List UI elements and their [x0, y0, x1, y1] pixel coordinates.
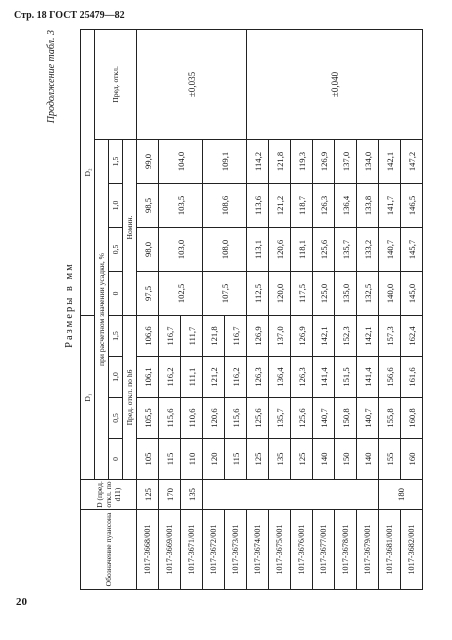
cell-d2: 126,9 — [313, 139, 335, 183]
cell-d2: 134,0 — [357, 139, 379, 183]
header-s05-d2: 0,5 — [109, 227, 123, 271]
cell-d1: 115 — [225, 439, 247, 480]
cell-d2: 135,7 — [335, 227, 357, 271]
header-s05-d1: 0,5 — [109, 398, 123, 439]
cell-d1: 160 — [401, 439, 423, 480]
cell-d1: 151,5 — [335, 357, 357, 398]
cell-d1: 137,0 — [269, 315, 291, 356]
cell-d1: 141,4 — [357, 357, 379, 398]
cell-d1: 116,2 — [159, 357, 181, 398]
cell-d1: 155,8 — [379, 398, 401, 439]
cell-d2: 121,2 — [269, 183, 291, 227]
header-s15-d1: 1,5 — [109, 315, 123, 356]
header-nominal: Номин. — [123, 139, 137, 315]
header-s10-d2: 1,0 — [109, 183, 123, 227]
header-designation: Обозначение пуансона — [81, 510, 137, 590]
cell-d1: 155 — [379, 439, 401, 480]
header-tol-d1: Пред. откл. по h6 — [123, 315, 137, 479]
cell-d1: 115,6 — [159, 398, 181, 439]
cell-designation: 1017-3674/001 — [247, 510, 269, 590]
dimensions-table — [80, 29, 423, 590]
cell-d2: 125,0 — [313, 271, 335, 315]
cell-d: 180 — [379, 480, 423, 510]
cell-d1: 162,4 — [401, 315, 423, 356]
header-s0-d1: 0 — [109, 439, 123, 480]
cell-d2: 112,5 — [247, 271, 269, 315]
cell-d1: 115,6 — [225, 398, 247, 439]
cell-d1: 110,6 — [181, 398, 203, 439]
cell-d1: 105 — [137, 439, 159, 480]
cell-d2: 118,1 — [291, 227, 313, 271]
cell-d1: 140 — [313, 439, 335, 480]
header-shrink: при расчетном значении усадки, % — [95, 139, 109, 479]
cell-d2: 136,4 — [335, 183, 357, 227]
cell-d2: 145,0 — [401, 271, 423, 315]
page-header: Стр. 18 ГОСТ 25479—82 — [14, 10, 125, 21]
cell-d1: 157,3 — [379, 315, 401, 356]
cell-d2: 103,5 — [159, 183, 203, 227]
header-d1: D₁ — [81, 315, 95, 479]
cell-d2: 137,0 — [335, 139, 357, 183]
cell-d1: 140 — [357, 439, 379, 480]
header-s0-d2: 0 — [109, 271, 123, 315]
cell-d2: 147,2 — [401, 139, 423, 183]
cell-d1: 140,7 — [357, 398, 379, 439]
cell-d2: 108,6 — [203, 183, 247, 227]
cell-d1: 110 — [181, 439, 203, 480]
cell-designation: 1017-3675/001 — [269, 510, 291, 590]
cell-d2: 98,5 — [137, 183, 159, 227]
cell-d1: 126,9 — [247, 315, 269, 356]
cell-d2: 109,1 — [203, 139, 247, 183]
cell-d: 170 — [159, 480, 181, 510]
cell-d1: 106,6 — [137, 315, 159, 356]
cell-d1: 150 — [335, 439, 357, 480]
continuation-label: Продолжение табл. 3 — [46, 30, 57, 124]
cell-designation: 1017-3681/001 — [379, 510, 401, 590]
cell-d1: 121,2 — [203, 357, 225, 398]
cell-d2: 135,0 — [335, 271, 357, 315]
cell-d2: 133,2 — [357, 227, 379, 271]
cell-d1: 150,8 — [335, 398, 357, 439]
page-number: 20 — [16, 596, 27, 608]
cell-d1: 111,1 — [181, 357, 203, 398]
cell-d2: 140,7 — [379, 227, 401, 271]
cell-d1: 161,6 — [401, 357, 423, 398]
header-s10-d1: 1,0 — [109, 357, 123, 398]
cell-designation: 1017-3671/001 — [181, 510, 203, 590]
table-body — [137, 29, 423, 589]
cell-d2: 140,0 — [379, 271, 401, 315]
cell-d2: 118,7 — [291, 183, 313, 227]
cell-d2: 121,8 — [269, 139, 291, 183]
cell-designation: 1017-3672/001 — [203, 510, 225, 590]
cell-d2: 125,6 — [313, 227, 335, 271]
cell-d2: 108,0 — [203, 227, 247, 271]
table-row — [137, 29, 159, 589]
cell-d2: 146,5 — [401, 183, 423, 227]
cell-d1: 126,3 — [247, 357, 269, 398]
cell-tolerance: ±0,035 — [137, 29, 247, 139]
cell-designation: 1017-3668/001 — [137, 510, 159, 590]
cell-d2: 103,0 — [159, 227, 203, 271]
cell-d — [203, 480, 379, 510]
cell-d1: 121,8 — [203, 315, 225, 356]
cell-d1: 120,6 — [203, 398, 225, 439]
cell-designation: 1017-3676/001 — [291, 510, 313, 590]
cell-d1: 152,3 — [335, 315, 357, 356]
cell-d1: 135,7 — [269, 398, 291, 439]
cell-d1: 156,6 — [379, 357, 401, 398]
cell-designation: 1017-3673/001 — [225, 510, 247, 590]
cell-designation: 1017-3682/001 — [401, 510, 423, 590]
cell-d1: 136,4 — [269, 357, 291, 398]
cell-d2: 114,2 — [247, 139, 269, 183]
header-d2: D₂ — [81, 29, 95, 315]
cell-d1: 126,3 — [291, 357, 313, 398]
table-title: Размеры в мм — [64, 262, 75, 348]
cell-d1: 125,6 — [291, 398, 313, 439]
cell-d1: 116,7 — [159, 315, 181, 356]
cell-d1: 125 — [291, 439, 313, 480]
cell-designation: 1017-3679/001 — [357, 510, 379, 590]
cell-d1: 135 — [269, 439, 291, 480]
cell-d1: 142,1 — [357, 315, 379, 356]
cell-d2: 104,0 — [159, 139, 203, 183]
cell-d2: 132,5 — [357, 271, 379, 315]
cell-d1: 140,7 — [313, 398, 335, 439]
cell-d1: 125,6 — [247, 398, 269, 439]
cell-d2: 133,8 — [357, 183, 379, 227]
cell-designation: 1017-3678/001 — [335, 510, 357, 590]
cell-d1: 111,7 — [181, 315, 203, 356]
header-tol-d2: Пред. откл. — [95, 29, 137, 139]
cell-tolerance: ±0,040 — [247, 29, 423, 139]
cell-d: 135 — [181, 480, 203, 510]
cell-d2: 102,5 — [159, 271, 203, 315]
cell-d2: 126,3 — [313, 183, 335, 227]
cell-d2: 99,0 — [137, 139, 159, 183]
cell-d1: 125 — [247, 439, 269, 480]
cell-d2: 141,7 — [379, 183, 401, 227]
cell-d1: 106,1 — [137, 357, 159, 398]
cell-d: 125 — [137, 480, 159, 510]
cell-d1: 115 — [159, 439, 181, 480]
cell-d1: 126,9 — [291, 315, 313, 356]
cell-d2: 145,7 — [401, 227, 423, 271]
cell-d2: 98,0 — [137, 227, 159, 271]
cell-d2: 117,5 — [291, 271, 313, 315]
cell-d1: 105,5 — [137, 398, 159, 439]
cell-d1: 142,1 — [313, 315, 335, 356]
cell-d1: 160,8 — [401, 398, 423, 439]
cell-designation: 1017-3669/001 — [159, 510, 181, 590]
cell-d1: 116,7 — [225, 315, 247, 356]
cell-designation: 1017-3677/001 — [313, 510, 335, 590]
header-s15-d2: 1,5 — [109, 139, 123, 183]
cell-d1: 120 — [203, 439, 225, 480]
cell-d2: 119,3 — [291, 139, 313, 183]
cell-d2: 142,1 — [379, 139, 401, 183]
cell-d1: 116,2 — [225, 357, 247, 398]
header-d: D (пред. откл. по d11) — [81, 480, 137, 510]
cell-d2: 113,1 — [247, 227, 269, 271]
cell-d1: 141,4 — [313, 357, 335, 398]
cell-d2: 120,6 — [269, 227, 291, 271]
cell-d2: 120,0 — [269, 271, 291, 315]
cell-d2: 97,5 — [137, 271, 159, 315]
cell-d2: 113,6 — [247, 183, 269, 227]
rotated-table-frame — [42, 30, 417, 590]
cell-d2: 107,5 — [203, 271, 247, 315]
